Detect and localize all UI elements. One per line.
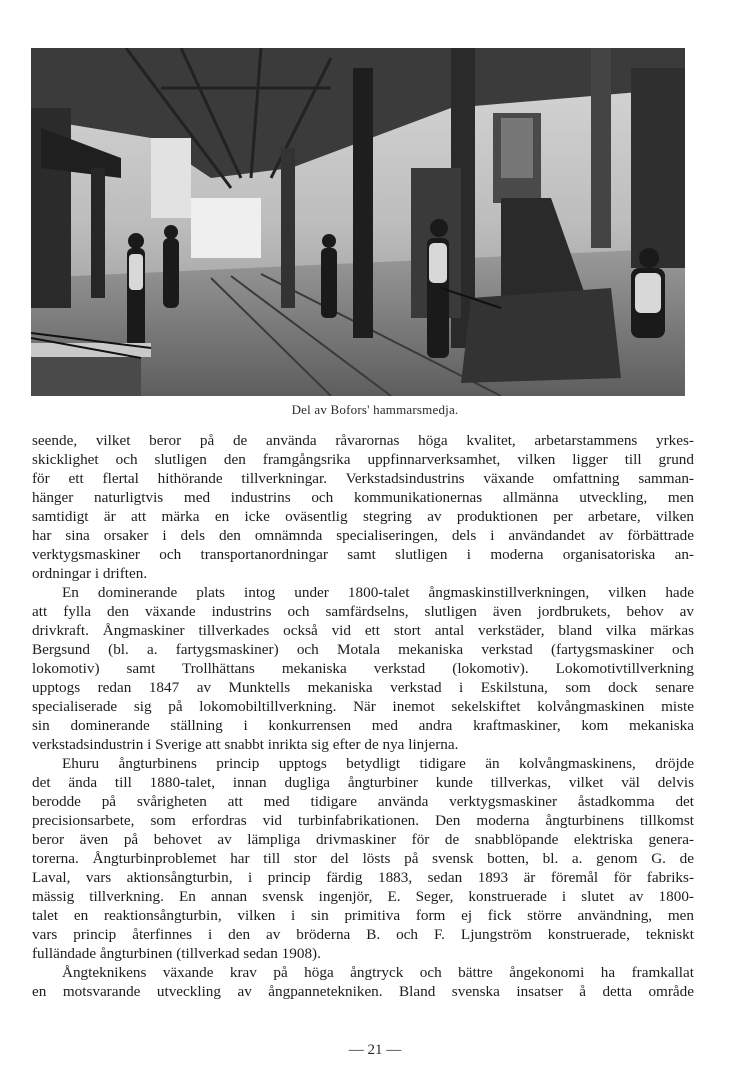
text-line: talet en reaktionsångturbin, vilken i sin primitiva form ej fick större användning, men [32, 907, 694, 924]
text-line: mässig tillverkning. En annan svensk ingenjör, E. Seger, konstruerade i slutet av 1800- [32, 888, 694, 905]
text-line: en motsvarande utveckling av ångpannetekniken. Bland svenska insatser å detta område [32, 983, 694, 1000]
text-line: Laval, vars aktionsångturbin, i princip färdig 1883, sedan 1893 är föremål för fabriks- [32, 869, 694, 886]
text-line: det ända till 1880-talet, innan dugliga ångturbiner kunde tillverkas, vilket väl delvis [32, 774, 694, 791]
text-line: verkstadsindustrin i Sverige att snabbt inrikta sig efter de nya linjerna. [32, 736, 459, 753]
text-line: fulländade ångturbinen (tillverkad sedan 1908). [32, 945, 321, 962]
text-line: för ett flertal hithörande tillverkningar. Verkstadsindustrins växande omfattning samman- [32, 470, 694, 487]
text-line: En dominerande plats intog under 1800-talet ångmaskinstillverkningen, vilken hade [62, 584, 694, 601]
text-line: drivkraft. Ångmaskiner tillverkades också vid ett stort antal verkstäder, bland vilka märkas [32, 622, 694, 639]
text-line: verktygsmaskiner och transportanordningar samt slutligen i moderna organisatoriska an- [32, 546, 694, 563]
text-line: Bergsund (bl. a. fartygsmaskiner) och Motala mekaniska verkstad (fartygsmaskiner och [32, 641, 694, 658]
text-line: seende, vilket beror på de använda råvarornas höga kvalitet, arbetarstammens yrkes- [32, 432, 694, 449]
text-line: ordningar i driften. [32, 565, 148, 582]
text-line: Ehuru ångturbinens princip upptogs betydligt tidigare än kolvångmaskinens, dröjde [62, 755, 694, 772]
text-line: Ångteknikens växande krav på höga ångtryck och bättre ångekonomi ha framkallat [62, 964, 694, 981]
text-line: hänger naturligtvis med industrins och kommunikationernas allmänna utveckling, men [32, 489, 694, 506]
text-line: berodde på svårigheten att med tidigare använda verktygsmaskiner åstadkomma det [32, 793, 694, 810]
text-line: lokomotiv) samt Trollhättans mekaniska verkstad (lokomotiv). Lokomotivtillverkning [32, 660, 694, 677]
text-line: att fylla den växande industrins och samfärdselns, slutligen även jordbrukets, behov av [32, 603, 694, 620]
body-text [32, 431, 694, 1001]
text-line: vars princip återfinnes i den av bröderna B. och F. Ljungström konstruerade, tekniskt [32, 926, 694, 943]
hammer-forge-photograph [31, 48, 685, 396]
page-number: — 21 — [348, 1042, 402, 1058]
text-line: skicklighet och slutligen den framgångsrika uppfinnarverksamhet, vilken ligger till grund [32, 451, 694, 468]
text-line: samtidigt är att märka en icke oväsentlig stegring av produktionen per arbetare, vilken [32, 508, 694, 525]
text-line: precisionsarbete, som erfordras vid turbinfabrikationen. Den moderna ångturbinens tillkomst [32, 812, 694, 829]
text-line: beror även på behovet av lämpliga drivmaskiner för de snabblöpande elektriska genera- [32, 831, 694, 848]
text-line: sin dominerande ställning i konkurrensen med andra kraftmaskiner, kom mekaniska [32, 717, 694, 734]
text-line: har sina orsaker i dels den omnämnda specialiseringen, dels i användandet av förbättrade [32, 527, 694, 544]
figure-caption: Del av Bofors' hammarsmedja. [291, 402, 459, 417]
text-line: torerna. Ångturbinproblemet har till stor del lösts på svensk botten, bl. a. genom G. de [32, 850, 694, 867]
text-line: upptogs redan 1847 av Munktells mekaniska verkstad i Eskilstuna, som dock senare [32, 679, 694, 696]
text-line: specialiserade sig på lokomobiltillverkning. När inemot sekelskiftet kolvångmaskinen miste [32, 698, 694, 715]
